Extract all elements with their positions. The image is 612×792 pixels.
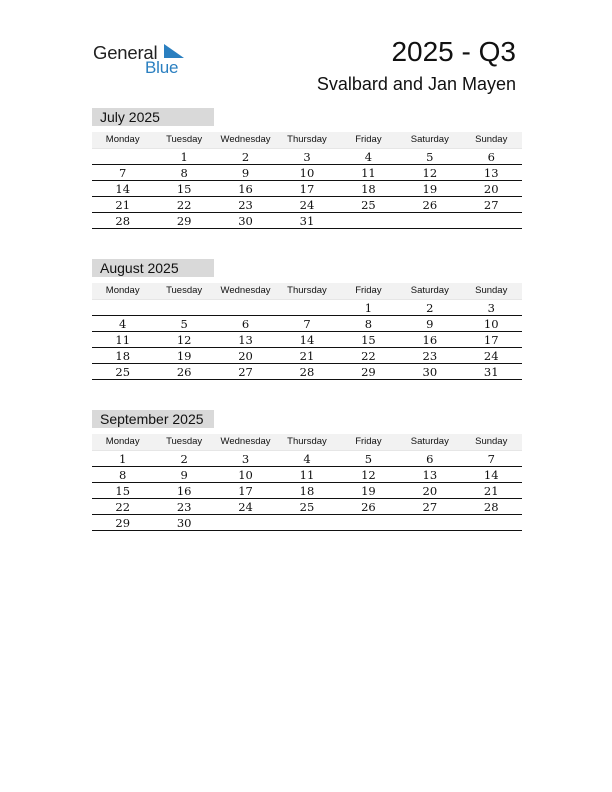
day-cell: 3 [241, 452, 250, 466]
week-row [92, 197, 522, 213]
month-title: July 2025 [92, 108, 214, 126]
day-cell: 15 [176, 182, 192, 196]
week-row [92, 149, 522, 165]
day-cell: 14 [115, 182, 131, 196]
day-cell: 26 [176, 365, 192, 379]
day-cell [399, 213, 460, 228]
weekday-label: Thursday [287, 436, 327, 447]
day-cell: 4 [364, 150, 373, 164]
day-cell: 21 [299, 349, 315, 363]
day-cell: 5 [364, 452, 373, 466]
day-cell: 23 [176, 500, 192, 514]
day-cell [276, 300, 337, 315]
day-cell: 18 [299, 484, 315, 498]
day-cell: 24 [483, 349, 499, 363]
week-row [92, 181, 522, 197]
day-cell [215, 300, 276, 315]
day-cell: 23 [422, 349, 438, 363]
day-cell [153, 300, 214, 315]
day-cell [338, 213, 399, 228]
day-cell: 6 [241, 317, 250, 331]
month-august [92, 259, 522, 380]
day-cell: 7 [487, 452, 495, 466]
day-cell: 28 [483, 500, 499, 514]
day-cell [399, 515, 460, 530]
day-cell [461, 515, 522, 530]
day-cell: 16 [422, 333, 438, 347]
month-title: September 2025 [92, 410, 214, 428]
day-cell: 25 [299, 500, 315, 514]
day-cell [92, 149, 153, 164]
day-cell: 11 [361, 166, 376, 180]
day-cell: 24 [299, 198, 315, 212]
weekday-header [92, 283, 522, 300]
week-row [92, 165, 522, 181]
day-cell: 4 [303, 452, 311, 466]
weekday-label: Saturday [410, 285, 449, 296]
page-title: 2025 - Q3 [391, 36, 516, 67]
day-cell: 20 [422, 484, 438, 498]
day-cell: 16 [176, 484, 192, 498]
day-cell: 21 [483, 484, 499, 498]
day-cell [276, 515, 337, 530]
day-cell: 29 [176, 214, 192, 228]
day-cell: 17 [483, 333, 499, 347]
day-cell: 23 [238, 198, 253, 212]
weekday-label: Friday [355, 134, 382, 145]
day-cell: 8 [180, 166, 188, 180]
day-cell: 16 [238, 182, 253, 196]
day-cell [461, 213, 522, 228]
day-cell: 27 [483, 198, 499, 212]
day-cell: 2 [426, 301, 434, 315]
day-cell [92, 300, 153, 315]
day-cell: 21 [115, 198, 131, 212]
week-row [92, 316, 522, 332]
weekday-label: Thursday [287, 134, 327, 145]
day-cell: 29 [115, 516, 131, 530]
month-september [92, 410, 522, 531]
day-cell: 1 [180, 150, 188, 164]
weekday-label: Tuesday [166, 134, 203, 145]
weekday-label: Friday [355, 285, 382, 296]
weekday-label: Monday [105, 134, 140, 145]
day-cell: 1 [364, 301, 373, 315]
day-cell: 3 [303, 150, 311, 164]
weekday-header [92, 434, 522, 451]
day-cell: 11 [115, 333, 131, 347]
day-cell: 10 [299, 166, 315, 180]
weekday-label: Wednesday [220, 285, 271, 296]
day-cell: 27 [238, 365, 253, 379]
day-cell: 17 [299, 182, 315, 196]
weekday-label: Sunday [475, 285, 508, 296]
logo-text-blue: Blue [145, 58, 179, 77]
day-cell: 10 [238, 468, 253, 482]
day-cell: 12 [361, 468, 376, 482]
day-cell [338, 515, 399, 530]
day-cell: 26 [361, 500, 376, 514]
day-cell: 13 [238, 333, 253, 347]
day-cell: 18 [361, 182, 376, 196]
weekday-label: Friday [355, 436, 382, 447]
day-cell: 25 [361, 198, 376, 212]
day-cell: 20 [483, 182, 499, 196]
month-weeks [92, 451, 522, 531]
day-cell: 19 [361, 484, 376, 498]
day-cell: 6 [487, 150, 495, 164]
day-cell: 24 [238, 500, 253, 514]
weekday-label: Wednesday [220, 134, 271, 145]
day-cell: 17 [238, 484, 253, 498]
logo-text-general: General [93, 42, 158, 63]
day-cell: 25 [115, 365, 131, 379]
day-cell: 27 [422, 500, 438, 514]
month-weeks [92, 149, 522, 229]
day-cell: 18 [115, 349, 131, 363]
month-july [92, 108, 522, 229]
day-cell: 12 [176, 333, 192, 347]
day-cell: 5 [180, 317, 188, 331]
day-cell: 2 [241, 150, 250, 164]
day-cell: 8 [119, 468, 127, 482]
day-cell: 14 [299, 333, 315, 347]
day-cell: 2 [180, 452, 188, 466]
weekday-label: Wednesday [220, 436, 271, 447]
day-cell: 26 [422, 198, 438, 212]
weekday-header [92, 132, 522, 149]
day-cell: 28 [299, 365, 315, 379]
week-row [92, 300, 522, 316]
weekday-label: Monday [105, 436, 140, 447]
month-title: August 2025 [92, 259, 214, 277]
day-cell: 9 [180, 468, 188, 482]
day-cell: 19 [176, 349, 192, 363]
day-cell: 12 [422, 166, 438, 180]
weekday-label: Saturday [410, 436, 449, 447]
day-cell: 3 [487, 301, 495, 315]
day-cell: 15 [361, 333, 376, 347]
weekday-label: Thursday [287, 285, 327, 296]
weekday-label: Saturday [410, 134, 449, 145]
day-cell: 30 [238, 214, 253, 228]
week-row [92, 364, 522, 380]
day-cell: 22 [361, 349, 376, 363]
day-cell: 29 [361, 365, 376, 379]
month-weeks [92, 300, 522, 380]
day-cell: 11 [299, 468, 315, 482]
day-cell: 9 [426, 317, 434, 331]
week-row [92, 499, 522, 515]
weekday-label: Monday [105, 285, 140, 296]
day-cell: 14 [483, 468, 499, 482]
day-cell: 7 [119, 166, 127, 180]
generalblue-logo [93, 40, 193, 80]
weekday-label: Sunday [475, 134, 508, 145]
week-row [92, 332, 522, 348]
day-cell: 22 [115, 500, 131, 514]
day-cell: 10 [483, 317, 499, 331]
week-row [92, 515, 522, 531]
day-cell: 20 [238, 349, 253, 363]
day-cell [215, 515, 276, 530]
week-row [92, 467, 522, 483]
day-cell: 28 [115, 214, 131, 228]
day-cell: 31 [299, 214, 315, 228]
day-cell: 9 [241, 166, 250, 180]
day-cell: 13 [483, 166, 499, 180]
day-cell: 22 [176, 198, 192, 212]
day-cell: 5 [426, 150, 434, 164]
weekday-label: Tuesday [166, 436, 203, 447]
day-cell: 19 [422, 182, 438, 196]
day-cell: 30 [422, 365, 438, 379]
week-row [92, 483, 522, 499]
page-subtitle: Svalbard and Jan Mayen [316, 74, 516, 94]
week-row [92, 348, 522, 364]
day-cell: 31 [483, 365, 499, 379]
day-cell: 13 [422, 468, 438, 482]
day-cell: 8 [364, 317, 373, 331]
day-cell: 6 [426, 452, 434, 466]
weekday-label: Sunday [475, 436, 508, 447]
weekday-label: Tuesday [166, 285, 203, 296]
day-cell: 30 [176, 516, 192, 530]
day-cell: 4 [119, 317, 127, 331]
week-row [92, 451, 522, 467]
day-cell: 1 [119, 452, 127, 466]
day-cell: 15 [115, 484, 131, 498]
week-row [92, 213, 522, 229]
day-cell: 7 [303, 317, 311, 331]
